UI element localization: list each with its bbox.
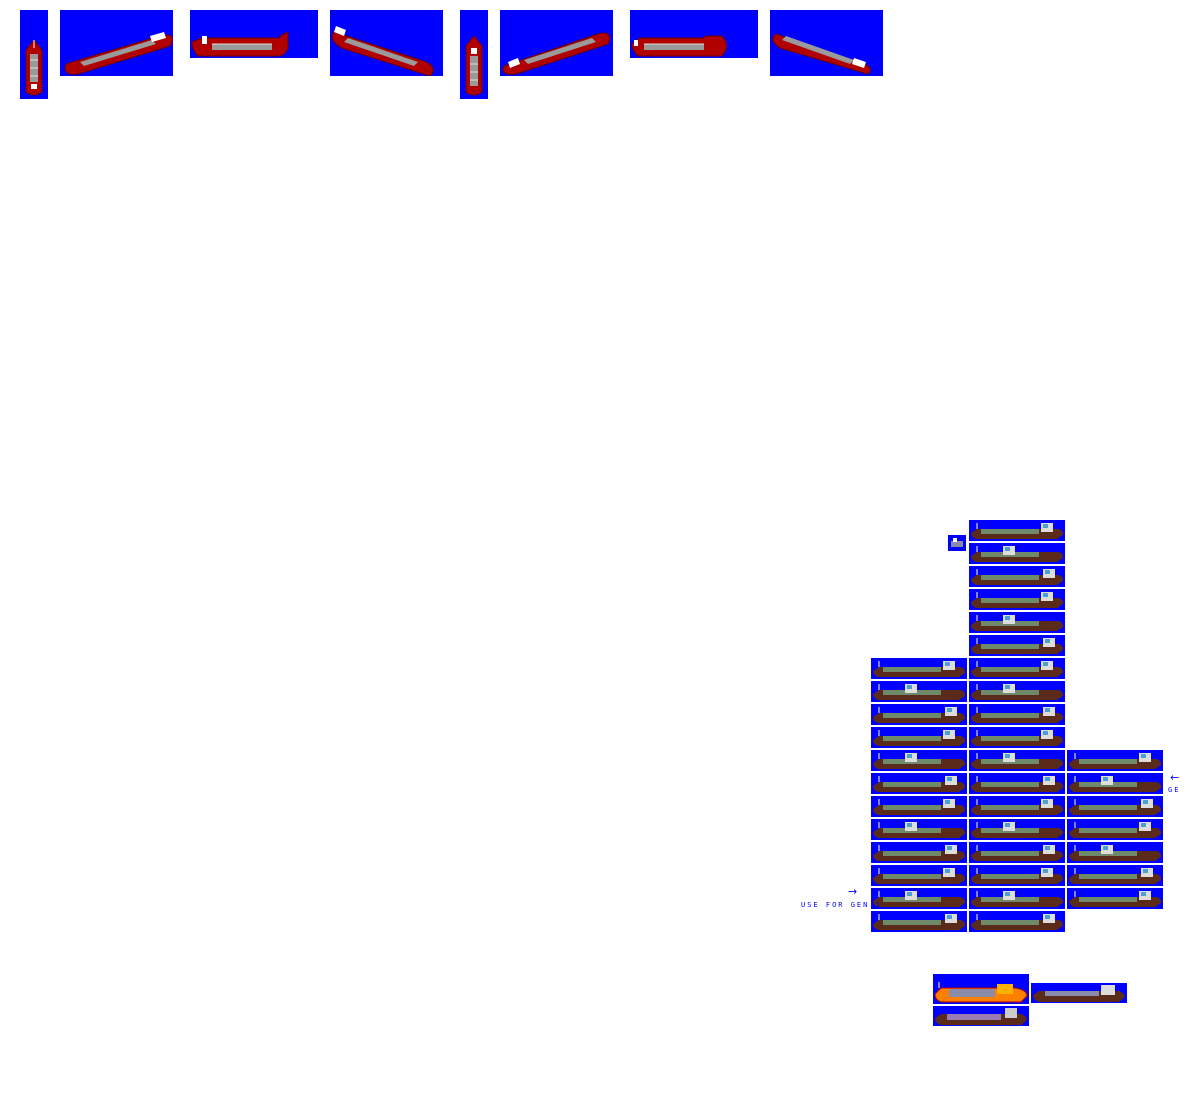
ship-sprite-graphic xyxy=(969,796,1065,816)
ship-hull-diagonal-se xyxy=(770,10,883,76)
ship-sprite-graphic xyxy=(1067,796,1163,816)
ship-sprite-graphic xyxy=(871,888,967,908)
right-column-ship-4 xyxy=(1067,819,1163,840)
ship-sprite-graphic xyxy=(969,566,1065,586)
orange-tanker-hull xyxy=(933,974,1029,1004)
brown-tanker-sprite xyxy=(1031,983,1127,1003)
left-column-ship-5 xyxy=(871,750,967,771)
middle-column-ship-2 xyxy=(969,543,1065,564)
middle-column-ship-11 xyxy=(969,750,1065,771)
ship-sprite-southeast-1 xyxy=(330,10,443,76)
ship-sprite-graphic xyxy=(871,658,967,678)
left-column-ship-8 xyxy=(871,819,967,840)
ship-sprite-graphic xyxy=(871,773,967,793)
ship-sprite-graphic xyxy=(969,727,1065,747)
middle-column-ship-4 xyxy=(969,589,1065,610)
ship-sprite-southeast-2 xyxy=(770,10,883,76)
left-column-ship-9 xyxy=(871,842,967,863)
middle-column-ship-1 xyxy=(969,520,1065,541)
right-column-ship-5 xyxy=(1067,842,1163,863)
ship-hull-diagonal xyxy=(500,10,613,76)
left-column-ship-7 xyxy=(871,796,967,817)
middle-column-ship-5 xyxy=(969,612,1065,633)
arrow-right-icon: → xyxy=(848,885,858,898)
ship-sprite-northeast-1 xyxy=(60,10,173,76)
gen-label-partial: GE xyxy=(1168,786,1181,794)
use-for-gen1-label: USE FOR GEN 1 xyxy=(801,901,882,909)
ship-sprite-northeast-2 xyxy=(500,10,613,76)
ship-hull-vertical xyxy=(460,10,488,99)
ship-sprite-north-2 xyxy=(460,10,488,99)
ship-sprite-graphic xyxy=(1067,888,1163,908)
right-column-ship-1 xyxy=(1067,750,1163,771)
middle-column-ship-12 xyxy=(969,773,1065,794)
ship-sprite-graphic xyxy=(871,681,967,701)
middle-column-ship-17 xyxy=(969,888,1065,909)
ship-sprite-graphic xyxy=(969,911,1065,931)
purple-tanker-sprite xyxy=(933,1006,1029,1026)
ship-sprite-east-2 xyxy=(630,10,758,58)
ship-hull-vertical xyxy=(20,10,48,99)
ship-sprite-graphic xyxy=(871,750,967,770)
left-column-ship-4 xyxy=(871,727,967,748)
ship-sprite-graphic xyxy=(1067,750,1163,770)
ship-sprite-graphic xyxy=(969,888,1065,908)
ship-sprite-graphic xyxy=(969,865,1065,885)
ship-sprite-graphic xyxy=(969,589,1065,609)
ship-sprite-graphic xyxy=(969,773,1065,793)
right-column-ship-7 xyxy=(1067,888,1163,909)
left-column-ship-1 xyxy=(871,658,967,679)
ship-sprite-graphic xyxy=(969,704,1065,724)
ship-sprite-north-1 xyxy=(20,10,48,99)
ship-sprite-graphic xyxy=(969,750,1065,770)
ship-sprite-graphic xyxy=(871,796,967,816)
left-column-ship-12 xyxy=(871,911,967,932)
middle-column-ship-8 xyxy=(969,681,1065,702)
ship-sprite-graphic xyxy=(1067,819,1163,839)
middle-column-ship-16 xyxy=(969,865,1065,886)
small-ship-icon xyxy=(948,535,966,551)
middle-column-ship-13 xyxy=(969,796,1065,817)
ship-sprite-graphic xyxy=(871,727,967,747)
left-column-ship-6 xyxy=(871,773,967,794)
ship-sprite-graphic xyxy=(969,635,1065,655)
ship-sprite-graphic xyxy=(871,704,967,724)
ship-hull-diagonal-se xyxy=(330,10,443,76)
ship-sprite-graphic xyxy=(969,842,1065,862)
ship-sprite-graphic xyxy=(1067,865,1163,885)
ship-sprite-graphic xyxy=(871,911,967,931)
middle-column-ship-9 xyxy=(969,704,1065,725)
middle-column-ship-14 xyxy=(969,819,1065,840)
left-column-ship-3 xyxy=(871,704,967,725)
middle-column-ship-10 xyxy=(969,727,1065,748)
purple-tanker-hull xyxy=(933,1006,1029,1026)
ship-sprite-graphic xyxy=(969,819,1065,839)
ship-sprite-graphic xyxy=(871,865,967,885)
right-column-ship-2 xyxy=(1067,773,1163,794)
small-ship-sprite xyxy=(948,535,966,551)
orange-tanker-sprite xyxy=(933,974,1029,1004)
ship-hull-horizontal xyxy=(630,10,758,58)
left-column-ship-2 xyxy=(871,681,967,702)
middle-column-ship-3 xyxy=(969,566,1065,587)
middle-column-ship-18 xyxy=(969,911,1065,932)
middle-column-ship-6 xyxy=(969,635,1065,656)
middle-column-ship-15 xyxy=(969,842,1065,863)
right-column-ship-6 xyxy=(1067,865,1163,886)
brown-tanker-hull xyxy=(1031,983,1127,1003)
ship-sprite-graphic xyxy=(969,658,1065,678)
middle-column-ship-7 xyxy=(969,658,1065,679)
arrow-left-icon: ← xyxy=(1170,771,1180,784)
ship-sprite-graphic xyxy=(969,543,1065,563)
ship-hull-horizontal xyxy=(190,10,318,58)
ship-sprite-graphic xyxy=(969,681,1065,701)
ship-sprite-east-1 xyxy=(190,10,318,58)
ship-sprite-graphic xyxy=(969,520,1065,540)
ship-sprite-graphic xyxy=(871,819,967,839)
left-column-ship-11 xyxy=(871,888,967,909)
right-column-ship-3 xyxy=(1067,796,1163,817)
ship-sprite-graphic xyxy=(969,612,1065,632)
ship-sprite-graphic xyxy=(871,842,967,862)
left-column-ship-10 xyxy=(871,865,967,886)
ship-sprite-graphic xyxy=(1067,773,1163,793)
ship-sprite-graphic xyxy=(1067,842,1163,862)
ship-hull-diagonal xyxy=(60,10,173,76)
